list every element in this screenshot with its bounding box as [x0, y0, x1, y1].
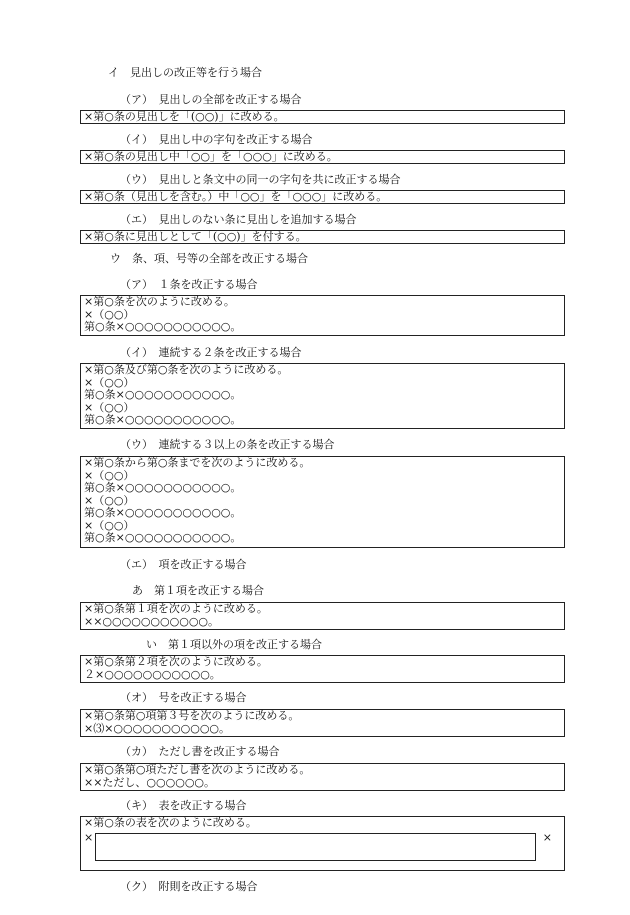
box-line: ×第○条から第○条までを次のように改める。 — [84, 456, 311, 469]
box-line: ×第○条第○項第３号を次のように改める。 — [84, 709, 300, 722]
example-box-10 — [80, 709, 565, 737]
box-line: ×第○条の表を次のように改める。 — [84, 816, 257, 829]
box-line: ×（○○） — [84, 493, 135, 507]
box-line: 第○条×○○○○○○○○○○○。 — [84, 531, 242, 544]
box-line: ×（○○） — [84, 468, 135, 482]
heading-i-a: （ア） 見出しの全部を改正する場合 — [120, 93, 302, 106]
box-line: ×第○条第２項を次のように改める。 — [84, 655, 268, 668]
heading-u-u: （ウ） 連続する３以上の条を改正する場合 — [120, 438, 335, 451]
box-line: ××○○○○○○○○○○○。 — [84, 614, 220, 628]
example-box-8 — [80, 602, 565, 630]
box-line: ×第○条に見出しとして「(○○)」を付する。 — [84, 230, 307, 243]
box-line: ×（○○） — [84, 400, 135, 414]
heading-u-ki: （キ） 表を改正する場合 — [120, 799, 247, 812]
example-box-4 — [80, 230, 565, 244]
heading-u-i: （イ） 連続する２条を改正する場合 — [120, 346, 302, 359]
heading-i-i: （イ） 見出し中の字句を改正する場合 — [120, 133, 313, 146]
heading-i: イ 見出しの改正等を行う場合 — [108, 66, 262, 79]
example-box-1 — [80, 110, 565, 124]
heading-u-ka: （カ） ただし書を改正する場合 — [120, 745, 280, 758]
heading-i-e: （エ） 見出しのない条に見出しを追加する場合 — [120, 213, 357, 226]
table-mark-left: × — [84, 831, 94, 844]
heading-i-u: （ウ） 見出しと条文中の同一の字句を共に改正する場合 — [120, 173, 401, 186]
box-line: 第○条×○○○○○○○○○○○。 — [84, 320, 242, 333]
heading-u-a: （ア） １条を改正する場合 — [120, 278, 258, 291]
box-line: 第○条×○○○○○○○○○○○。 — [84, 388, 242, 401]
example-box-11 — [80, 763, 565, 791]
box-line: 第○条×○○○○○○○○○○○。 — [84, 413, 242, 426]
box-line: ×（○○） — [84, 375, 135, 389]
box-line: ×第○条の見出し中「○○」を「○○○」に改める。 — [84, 150, 338, 163]
table-placeholder-box — [95, 833, 536, 861]
heading-u-o: （オ） 号を改正する場合 — [120, 691, 247, 704]
example-box-3 — [80, 190, 565, 204]
example-box-6 — [80, 363, 565, 429]
heading-u-e-i: い 第１項以外の項を改正する場合 — [146, 638, 322, 651]
box-line: ×第○条第○項ただし書を次のように改める。 — [84, 763, 311, 776]
box-line: ×第○条及び第○条を次のように改める。 — [84, 363, 289, 376]
box-line: ×第○条第１項を次のように改める。 — [84, 602, 268, 615]
box-line: ×⑶×○○○○○○○○○○○。 — [84, 721, 231, 735]
box-line: ×第○条の見出しを「(○○)」に改める。 — [84, 110, 285, 123]
box-line: 第○条×○○○○○○○○○○○。 — [84, 506, 242, 519]
box-line: 第○条×○○○○○○○○○○○。 — [84, 481, 242, 494]
heading-u-e-a: あ 第１項を改正する場合 — [132, 584, 264, 597]
table-mark-right: × — [542, 831, 552, 844]
heading-u-ku: （ク） 附則を改正する場合 — [120, 880, 258, 893]
box-line: ×第○条（見出しを含む。）中「○○」を「○○○」に改める。 — [84, 190, 388, 203]
heading-u-e: （エ） 項を改正する場合 — [120, 558, 247, 571]
example-box-2 — [80, 150, 565, 164]
example-box-9 — [80, 655, 565, 683]
box-line: ×第○条を次のように改める。 — [84, 295, 235, 308]
example-box-12 — [80, 816, 565, 871]
heading-u: ウ 条、項、号等の全部を改正する場合 — [110, 252, 308, 265]
box-line: ××ただし、○○○○○○。 — [84, 775, 216, 789]
box-line: ×（○○） — [84, 518, 135, 532]
box-line: ×（○○） — [84, 307, 135, 321]
box-line: ２×○○○○○○○○○○○。 — [84, 667, 221, 681]
example-box-7 — [80, 456, 565, 548]
example-box-5 — [80, 295, 565, 336]
